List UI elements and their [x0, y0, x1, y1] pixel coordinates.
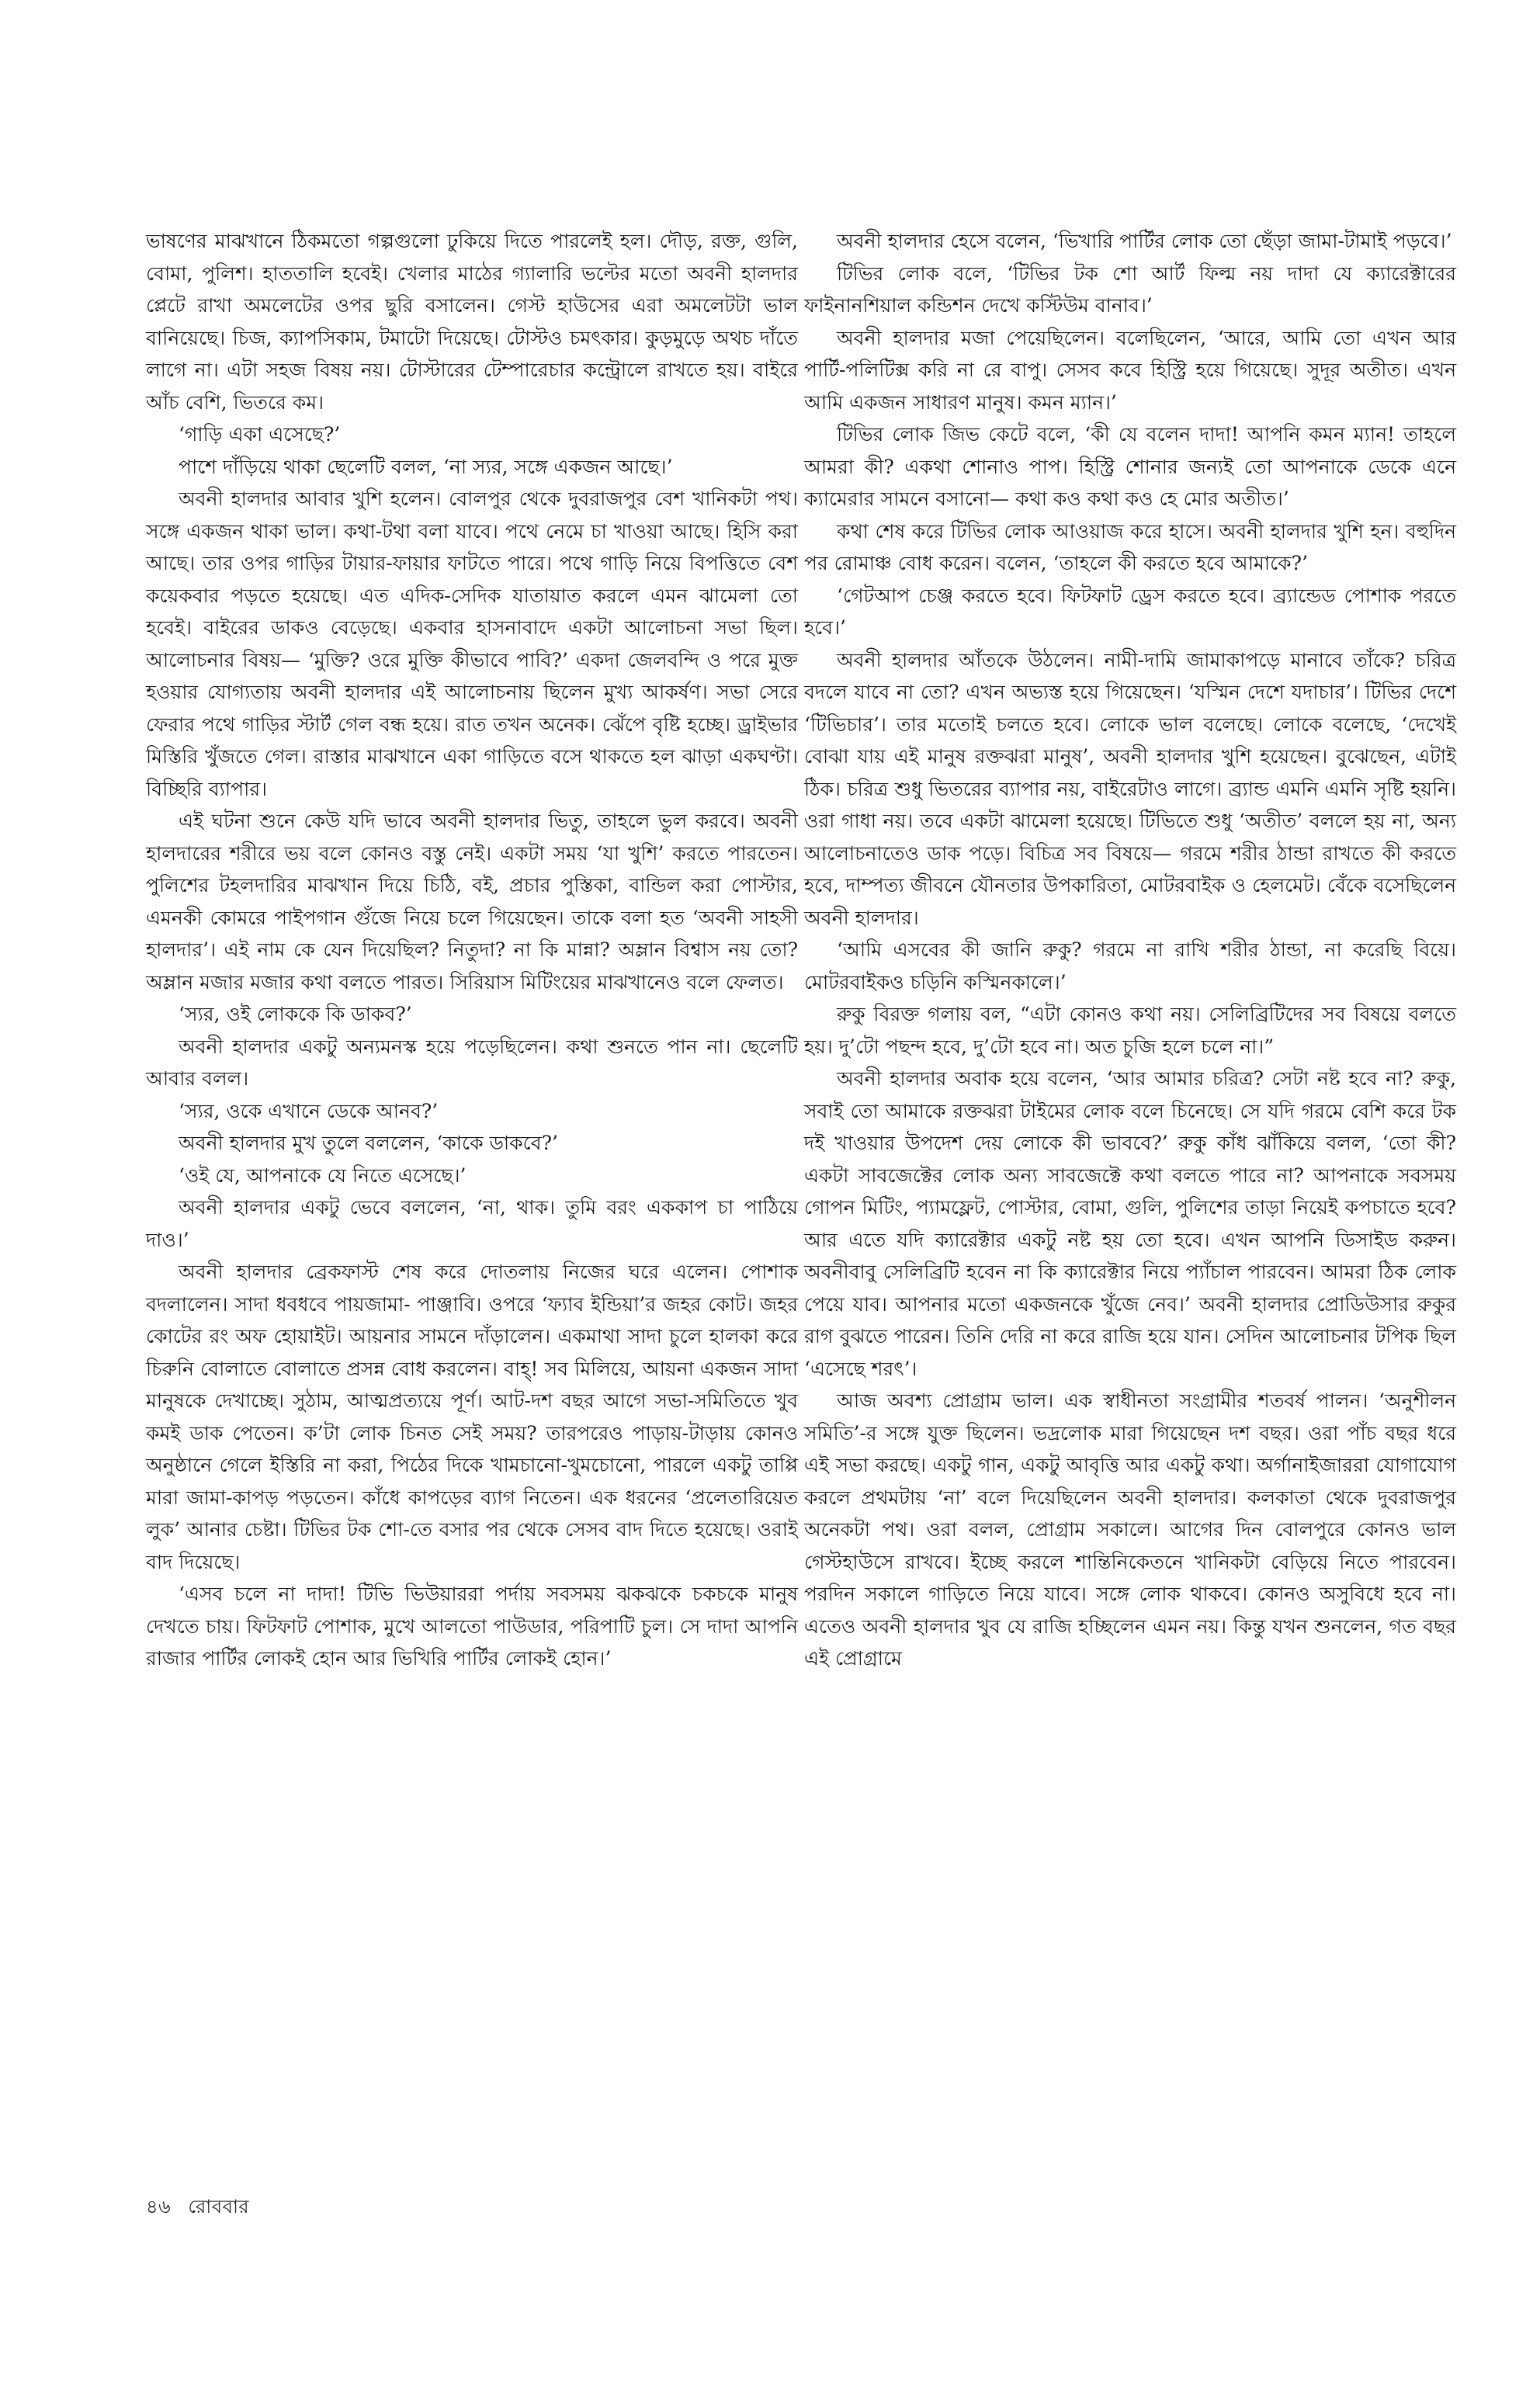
paragraph: ‘ওই যে, আপনাকে যে নিতে এসেছে।’ — [179, 1164, 467, 1187]
paragraph: ‘স্যর, ওই লোককে কি ডাকব?’ — [179, 1003, 412, 1025]
magazine-name: রোববার — [188, 2196, 250, 2218]
paragraph: রুকু বিরক্ত গলায় বল, “এটা কোনও কথা নয়। সেলিব্রিটিদের সব বিষয়ে বলতে হয়। দু’টো পছন্দ হবে, দু’টো হবে না। অত চুজি হলে চলে না।” — [804, 1003, 1456, 1058]
paragraph: অবনী হালদার ব্রেকফাস্ট শেষ করে দোতলায় নিজের ঘরে এলেন। পোশাক বদলালেন। সাদা ধবধবে পায়জামা- পাঞ্জাবি। ওপরে ‘ফ্যাব ইন্ডিয়া’র জহর কোট। জহর কোটের রং অফ হোয়াইট। আয়নার সামনে দাঁড়ালেন। একমাথা সাদা চুলে হালকা করে চিরুনি বোলাতে বোলাতে প্রসন্ন বোধ করলেন। বাহ্! সব মিলিয়ে, আয়না একজন সাদা মানুষকে দেখাচ্ছে। সুঠাম, আত্মপ্রত্যয়ে পূর্ণ। আট-দশ বছর আগে সভা-সমিতিতে খুব কমই ডাক পেতেন। ক’টা লোক চিনত সেই সময়? তারপরেও পাড়ায়-টাড়ায় কোনও অনুষ্ঠানে গেলে ইস্তিরি না করা, পিঠের দিকে খামচানো-খুমচোনো, পারলে একটু তাপ্পি মারা জামা-কাপড় পড়তেন। কাঁধে কাপড়ের ব্যাগ নিতেন। এক ধরনের ‘প্রলেতারিয়েত লুক’ আনার চেষ্টা। টিভির টক শো-তে বসার পর থেকে সেসব বাদ দিতে হয়েছে। ওরাই বাদ দিয়েছে। — [146, 1261, 798, 1573]
paragraph: আজ অবশ্য প্রোগ্রাম ভাল। এক স্বাধীনতা সংগ্রামীর শতবর্ষ পালন। ‘অনুশীলন সমিতি’-র সঙ্গে যুক্ত ছিলেন। ভদ্রলোক মারা গিয়েছেন দশ বছর। ওরা পাঁচ বছর ধরে এই সভা করছে। একটু গান, একটু আবৃত্তি আর একটু কথা। অর্গানাইজাররা যোগাযোগ করলে প্রথমটায় ‘না’ বলে দিয়েছিলেন অবনী হালদার। কলকাতা থেকে দুবরাজপুর অনেকটা পথ। ওরা বলল, প্রোগ্রাম সকালে। আগের দিন বোলপুরে কোনও ভাল গেস্টহাউসে রাখবে। ইচ্ছে করলে শান্তিনিকেতনে খানিকটা বেড়িয়ে নিতে পারবেন। পরদিন সকালে গাড়িতে নিয়ে যাবে। সঙ্গে লোক থাকবে। কোনও অসুবিধে হবে না। এতেও অবনী হালদার খুব যে রাজি হচ্ছিলেন এমন নয়। কিন্তু যখন শুনলেন, গত বছর এই প্রোগ্রামে — [804, 1389, 1456, 1670]
paragraph: ভাষণের মাঝখানে ঠিকমতো গল্পগুলো ঢুকিয়ে দিতে পারলেই হল। দৌড়, রক্ত, গুলি, বোমা, পুলিশ। হাততালি হবেই। খেলার মাঠের গ্যালারি ভল্টের মতো অবনী হালদার প্লেটে রাখা অমলেটের ওপর ছুরি বসালেন। গেস্ট হাউসের এরা অমলেটটা ভাল বানিয়েছে। চিজ, ক্যাপসিকাম, টমাটো দিয়েছে। টোস্টও চমৎকার। কুড়মুড়ে অথচ দাঁতে লাগে না। এটা সহজ বিষয় নয়। টোস্টারের টেম্পারেচার কন্ট্রোলে রাখতে হয়। বাইরে আঁচ বেশি, ভিতরে কম। — [146, 230, 798, 414]
paragraph: টিভির লোক বলে, ‘টিভির টক শো আর্ট ফিল্ম নয় দাদা যে ক্যারেক্টারের ফাইনানশিয়াল কন্ডিশন দেখে কস্টিউম বানাব।’ — [804, 262, 1456, 317]
paragraph: ‘গেটআপ চেঞ্জ করতে হবে। ফিটফাট ড্রেস করতে হবে। ব্র্যান্ডেড পোশাক পরতে হবে।’ — [804, 584, 1456, 639]
paragraph: অবনী হালদার হেসে বলেন, ‘ভিখারি পার্টির লোক তো ছেঁড়া জামা-টামাই পড়বে।’ — [837, 230, 1452, 252]
paragraph: অবনী হালদার আবার খুশি হলেন। বোলপুর থেকে দুবরাজপুর বেশ খানিকটা পথ। সঙ্গে একজন থাকা ভাল। কথা-টথা বলা যাবে। পথে নেমে চা খাওয়া আছে। হিসি করা আছে। তার ওপর গাড়ির টায়ার-ফায়ার ফাটতে পারে। পথে গাড়ি নিয়ে বিপত্তিতে বেশ কয়েকবার পড়তে হয়েছে। এত এদিক-সেদিক যাতায়াত করলে এমন ঝামেলা তো হবেই। বাইরের ডাকও বেড়েছে। একবার হাসনাবাদে একটা আলোচনা সভা ছিল। আলোচনার বিষয়— ‘মুক্তি? ওরে মুক্তি কীভাবে পাবি?’ একদা জেলবন্দি ও পরে মুক্ত হওয়ার যোগ্যতায় অবনী হালদার এই আলোচনায় ছিলেন মুখ্য আকর্ষণ। সভা সেরে ফেরার পথে গাড়ির স্টার্ট গেল বন্ধ হয়ে। রাত তখন অনেক। ঝেঁপে বৃষ্টি হচ্ছে। ড্রাইভার মিস্তিরি খুঁজতে গেল। রাস্তার মাঝখানে একা গাড়িতে বসে থাকতে হল ঝাড়া একঘণ্টা। বিচ্ছিরি ব্যাপার। — [146, 487, 798, 800]
paragraph: ‘গাড়ি একা এসেছে?’ — [179, 423, 341, 446]
paragraph: ‘এসব চলে না দাদা! টিভি ভিউয়াররা পর্দায় সবসময় ঝকঝকে চকচকে মানুষ দেখতে চায়। ফিটফাট পোশাক, মুখে আলতো পাউডার, পরিপাটি চুল। সে দাদা আপনি রাজার পার্টির লোকই হোন আর ভিখিরি পার্টির লোকই হোন।’ — [146, 1583, 798, 1670]
paragraph: ‘আমি এসবের কী জানি রুকু? গরমে না রাখি শরীর ঠান্ডা, না করেছি বিয়ে। মোটরবাইকও চড়িনি কস্মিনকালে।’ — [804, 938, 1456, 994]
page-number: ৪৬ — [146, 2196, 172, 2218]
paragraph: পাশে দাঁড়িয়ে থাকা ছেলেটি বলল, ‘না স্যর, সঙ্গে একজন আছে।’ — [179, 455, 673, 478]
paragraph: অবনী হালদার একটু ভেবে বললেন, ‘না, থাক। তুমি বরং এককাপ চা পাঠিয়ে দাও।’ — [146, 1196, 798, 1251]
left-text-column — [146, 225, 798, 1675]
paragraph: অবনী হালদার মজা পেয়েছিলেন। বলেছিলেন, ‘আরে, আমি তো এখন আর পার্টি-পলিটিক্স করি না রে বাপু। সেসব কবে হিস্ট্রি হয়ে গিয়েছে। সুদূর অতীত। এখন আমি একজন সাধারণ মানুষ। কমন ম্যান।’ — [804, 326, 1456, 414]
paragraph: কথা শেষ করে টিভির লোক আওয়াজ করে হাসে। অবনী হালদার খুশি হন। বহুদিন পর রোমাঞ্চ বোধ করেন। বলেন, ‘তাহলে কী করতে হবে আমাকে?’ — [804, 519, 1456, 574]
paragraph: অবনী হালদার অবাক হয়ে বলেন, ‘আর আমার চরিত্র? সেটা নষ্ট হবে না? রুকু, সবাই তো আমাকে রক্তঝরা টাইমের লোক বলে চিনেছে। সে যদি গরমে বেশি করে টক দই খাওয়ার উপদেশ দেয় লোকে কী ভাববে?’ রুকু কাঁধ ঝাঁকিয়ে বলল, ‘তো কী? একটা সাবজেক্টের লোক অন্য সাবজেক্টে কথা বলতে পারে না? আপনাকে সবসময় গোপন মিটিং, প্যামফ্লেট, পোস্টার, বোমা, গুলি, পুলিশের তাড়া নিয়েই কপচাতে হবে? আর এতে যদি ক্যারেক্টার একটু নষ্ট হয় তো হবে। এখন আপনি ডিসাইড করুন। অবনীবাবু সেলিব্রিটি হবেন না কি ক্যারেক্টার নিয়ে প্যাঁচাল পারবেন। আমরা ঠিক লোক পেয়ে যাব। আপনার মতো একজনকে খুঁজে নেব।’ অবনী হালদার প্রোডিউসার রুকুর রাগ বুঝতে পারেন। তিনি দেরি না করে রাজি হয়ে যান। সেদিন আলোচনার টপিক ছিল ‘এসেছে শরৎ’। — [804, 1067, 1456, 1380]
paragraph: অবনী হালদার একটু অন্যমনস্ক হয়ে পড়েছিলেন। কথা শুনতে পান না। ছেলেটি আবার বলল। — [146, 1035, 798, 1090]
paragraph: টিভির লোক জিভ কেটে বলে, ‘কী যে বলেন দাদা! আপনি কমন ম্যান! তাহলে আমরা কী? একথা শোনাও পাপ। হিস্ট্রি শোনার জন্যই তো আপনাকে ডেকে এনে ক্যামেরার সামনে বসানো— কথা কও কথা কও হে মোর অতীত।’ — [804, 423, 1456, 510]
paragraph: অবনী হালদার মুখ তুলে বললেন, ‘কাকে ডাকবে?’ — [179, 1132, 558, 1154]
paragraph: অবনী হালদার আঁতকে উঠলেন। নামী-দামি জামাকাপড়ে মানাবে তাঁকে? চরিত্র বদলে যাবে না তো? এখন অভ্যস্ত হয়ে গিয়েছেন। ‘যস্মিন দেশে যদাচার’। টিভির দেশে ‘টিভিচার’। তার মতোই চলতে হবে। লোকে ভাল বলেছে। লোকে বলেছে, ‘দেখেই বোঝা যায় এই মানুষ রক্তঝরা মানুষ’, অবনী হালদার খুশি হয়েছেন। বুঝেছেন, এটাই ঠিক। চরিত্র শুধু ভিতরের ব্যাপার নয়, বাইরেটাও লাগে। ব্র্যান্ড এমনি এমনি সৃষ্টি হয়নি। ওরা গাধা নয়। তবে একটা ঝামেলা হয়েছে। টিভিতে শুধু ‘অতীত’ বললে হয় না, অন্য আলোচনাতেও ডাক পড়ে। বিচিত্র সব বিষয়ে— গরমে শরীর ঠান্ডা রাখতে কী করতে হবে, দাম্পত্য জীবনে যৌনতার উপকারিতা, মোটরবাইক ও হেলমেট। বেঁকে বসেছিলেন অবনী হালদার। — [804, 648, 1456, 929]
page-footer — [146, 2193, 260, 2224]
paragraph: এই ঘটনা শুনে কেউ যদি ভাবে অবনী হালদার ভিতু, তাহলে ভুল করবে। অবনী হালদারের শরীরে ভয় বলে কোনও বস্তু নেই। একটা সময় ‘যা খুশি’ করতে পারতেন। পুলিশের টহলদারির মাঝখান দিয়ে চিঠি, বই, প্রচার পুস্তিকা, বান্ডিল করা পোস্টার, এমনকী কোমরে পাইপগান গুঁজে নিয়ে চলে গিয়েছেন। তাকে বলা হত ‘অবনী সাহসী হালদার’। এই নাম কে যেন দিয়েছিল? নিতুদা? না কি মান্না? অম্লান বিশ্বাস নয় তো? অম্লান মজার মজার কথা বলতে পারত। সিরিয়াস মিটিংয়ের মাঝখানেও বলে ফেলত। — [146, 810, 798, 994]
paragraph: ‘স্যর, ওকে এখানে ডেকে আনব?’ — [179, 1099, 439, 1122]
right-text-column — [804, 225, 1456, 1675]
